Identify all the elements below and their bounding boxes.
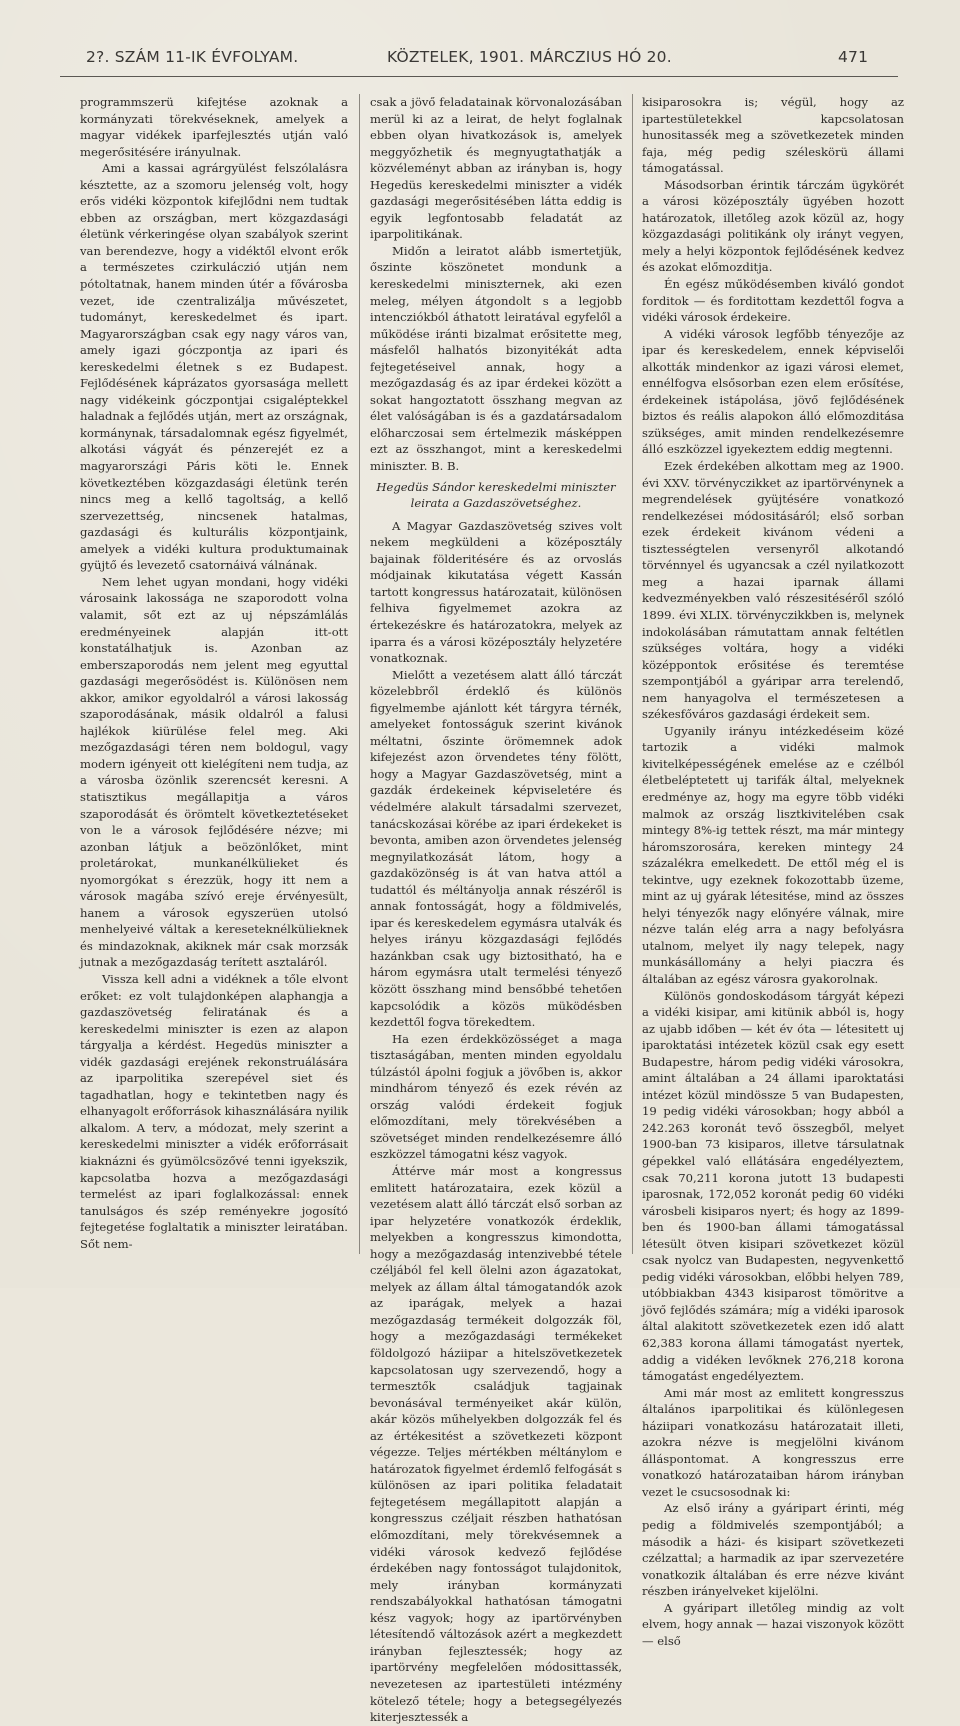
page-number: 471 <box>838 48 869 66</box>
col2-paragraph-1: csak a jövő feladatainak körvonalozásában merül ki az a leirat, de helyt foglalnak ebben olyan hivatkozások is, amelyek meggyőzhetik és megnyugtathatják a közvéleményt abban az irányban is, hogy Hegedüs kereskedelmi miniszter a vidék gazdasági megerősitésében látta eddig is egyik legfontosabb feladatát az iparpolitikának. <box>370 95 622 242</box>
col2-paragraph-2: Midőn a leiratot alább ismertetjük, őszinte köszönetet mondunk a kereskedelmi miniszternek, aki ezen meleg, mélyen átgondolt s a legjobb intencziókból áthatott leiratával egyfelől a működése iránti bizalmat erősitette meg, másfelől halhatós bizonyitékát adta fejtegetéseivel annak, hogy a mezőgazdaság és az ipar érdekei között a sokat hangoztatott összhang megvan az élet valóságában is és a gazdatársadalom előharczosai sem értelmezik másképpen ezt az összhangot, mint a kereskedelmi miniszter. B. B. <box>370 243 622 474</box>
page-header <box>86 48 876 72</box>
col3-paragraph-1: kisiparosokra is; végül, hogy az ipartestületekkel kapcsolatosan hunositassék meg a szövetkezetek minden faja, még pedig széleskörü állami támogatással. <box>642 95 904 176</box>
column-2 <box>370 94 622 1725</box>
col3-paragraph-5: Ezek érdekében alkottam meg az 1900. évi XXV. törvényczikket az ipartörvénynek a megrendelések gyüjtésére vonatkozó rendelkezései módositásáról; első sorban ezek érdekeit kivánom védeni a tisztességtelen versenyről alkotandó törvénnyel és ugyancsak a czél nyilatkozott meg a hazai iparnak állami kedvezményekben való részesitéséről szóló 1899. évi XLIX. törvényczikkben is, melynek indokolásában rámutattam annak feltétlen szükséges voltára, hogy a vidéki középpontok erősitése és teremtése szempontjából a gyáripar arra terelendő, nem hanyagolva el természetesen a székesfőváros gazdasági érdekeit sem. <box>642 459 904 722</box>
column-divider-1 <box>359 94 360 1254</box>
col3-paragraph-4: A vidéki városok legfőbb tényezője az ipar és kereskedelem, ennek képviselői alkották mindenkor az igazi városi elemet, ennélfogva elsősorban ezen elem erősítése, érdekeinek istápolása, jövő fejlődésének biztos és reális alapokon álló előmozditása szükséges, amit minden rendelkezésemre álló eszközzel igyekeztem eddig megtenni. <box>642 326 904 457</box>
col2-paragraph-5: Ha ezen érdekközösséget a maga tisztaságában, menten minden egyoldalu túlzástól ápolni fogjuk a jövőben is, akkor mindhárom tényező és ezek révén az ország valódi érdekeit fogjuk előmozdítani, mely törekvésében a szövetséget minden rendelkezésemre álló eszközzel támogatni kész vagyok. <box>370 1031 622 1162</box>
col1-paragraph-4: Vissza kell adni a vidéknek a tőle elvont erőket: ez volt tulajdonképen alaphangja a gazdaszövetség feliratának és a kereskedelmi miniszter is ezen az alapon tárgyalja a kérdést. Hegedüs miniszter a vidék gazdasági erejének rekonstruálására az iparpolitika szerepével siet és tagadhatlan, hogy e tekintetben nagy és elhanyagolt erőforrások kihasználására nyilik alkalom. A terv, a módozat, mely szerint a kereskedelmi miniszter a vidék erőforrásait kiaknázni és gyümölcsözővé tenni igyekszik, kapcsolatba hozva a mezőgazdasági termelést az ipari foglalkozással: ennek tanulságos és szép reményekre jogosító fejtegetése foglaltatik a miniszter leiratában. Sőt nem- <box>80 971 348 1251</box>
column-divider-2 <box>632 94 633 1254</box>
issue-number: 2?. SZÁM 11-IK ÉVFOLYAM. <box>86 48 299 66</box>
col3-paragraph-6: Ugyanily irányu intézkedéseim közé tartozik a vidéki malmok kivitelképességének emelése az e czélból életbeléptetett uj tarifák által, melyeknek eredménye az, hogy ma egyre több vidéki malmok az ország lisztkivitelében csak mintegy 8%-ig tettek részt, ma már mintegy háromszorosára, kereken mintegy 24 százalékra emelkedett. De ettől még el is tekintve, ugy ezeknek fokozottabb üzeme, mint az uj gyárak létesitése, mind az összes helyi tényezők nagy előnyére válnak, mire nézve talán elég arra a nagy befolyásra utalnom, melyet ily nagy telepek, nagy munkásállomány a helyi piaczra és általában az egész városra gyakorolnak. <box>642 723 904 986</box>
col2-paragraph-3: A Magyar Gazdaszövetség szives volt nekem megküldeni a középosztály bajainak földeritésére és az orvoslás módjainak kikutatása végett Kassán tartott kongressus határozatait, különösen felhiva figyelmemet azokra az értekezéskre és határozatokra, melyek az iparra és a városi középosztály helyzetére vonatkoznak. <box>370 518 622 666</box>
letter-title: Hegedüs Sándor kereskedelmi miniszter leirata a Gazdaszövetséghez. <box>376 479 616 511</box>
col3-paragraph-9: Az első irány a gyáripart érinti, még pedig a földmivelés szempontjából; a második a házi- és kisipart szövetkezeti czélzattal; a harmadik az ipar szervezetére vonatkozik általában és erre nézve kivánt részben irányelveket kijelölni. <box>642 1501 904 1599</box>
header-rule <box>60 76 898 77</box>
col1-paragraph-3: Nem lehet ugyan mondani, hogy vidéki városaink lakossága ne szaporodott volna valamit, sőt ezt az uj népszámlálás eredményeinek alapján itt-ott konstatálhatjuk is. Azonban az emberszaporodás nem jelent meg egyuttal gazdasági megerősödést is. Különösen nem akkor, amikor egyoldalról a városi lakosság szaporodásának, másik oldalról a falusi hajlékok kiürülése felel meg. Aki mezőgazdasági téren nem boldogul, vagy modern igényeit ott kielégíteni nem tudja, az a városba özönlik szerencsét keresni. A statisztikus megállapitja a város szaporodását és örömtelt következtetéseket von le a városok fejlődésére nézve; mi azonban látjuk a beözönlőket, mint proletárokat, munkanélkülieket és nyomorgókat s érezzük, hogy itt nem a városok magába szívó ereje érvényesült, hanem a városok egyszerüen utolsó menhelyeivé váltak a kereseteknélkülieknek és mindazoknak, akiknek már csak morzsák jutnak a mezőgazdaság terített asztaláról. <box>80 574 348 970</box>
col3-paragraph-3: Én egész működésemben kiváló gondot forditok — és forditottam kezdettől fogva a vidéki városok érdekeire. <box>642 277 904 325</box>
col3-paragraph-8: Ami már most az emlitett kongresszus általános iparpolitikai és különlegesen háziipari vonatkozásu határozatait illeti, azokra nézve is megjelölni kivánom álláspontomat. A kongresszus erre vonatkozó határozataiban három irányban vezet le csucsosodnak ki: <box>642 1385 904 1499</box>
col1-paragraph-1: programmszerü kifejtése azoknak a kormányzati törekvéseknek, amelyek a magyar vidékek iparfejlesztés utján való megerősitésére irányulnak. <box>80 95 348 159</box>
publication-date: KÖZTELEK, 1901. MÁRCZIUS HÓ 20. <box>387 48 672 66</box>
col2-paragraph-4: Mielőtt a vezetésem alatt álló tárczát közelebbről érdeklő és különös figyelmembe ajánlott két tárgyra térnék, amelyeket fontosságuk szerint kivánok méltatni, őszinte örömemnek adok kifejezést azon örvendetes tény fölött, hogy a Magyar Gazdaszövetség, mint a gazdák érdekeinek képviseletére és védelmére alakult társadalmi szervezet, tanácskozásai körébe az ipari érdekeket is bevonta, amiben azon örvendetes jelenség megnyilatkozását látom, hogy a gazdaközönség is át van hatva attól a tudattól és méltányolja annak részéről is annak fontosságát, hogy a földmivelés, ipar és kereskedelem egymásra utalvák és helyes irányu közgazdasági fejlődés hazánkban csak ugy biztositható, ha e három egymásra utalt termelési tényező között összhang mind bensőbbé tehetően kapcsolódik a közös müködésben kezdettől fogva törekedtem. <box>370 667 622 1030</box>
col3-paragraph-10: A gyáripart illetőleg mindig az volt elvem, hogy annak — hazai viszonyok között — első <box>642 1600 904 1648</box>
column-1 <box>80 94 348 1274</box>
column-3 <box>642 94 904 1648</box>
col3-paragraph-7: Különös gondoskodásom tárgyát képezi a vidéki kisipar, ami kitünik abból is, hogy az ujabb időben — két év óta — létesitett uj iparoktatási intézetek közül csak egy esett Budapestre, három pedig vidéki városokra, amint általában a 24 állami iparoktatási intézet közül mindössze 5 van Budapesten, 19 pedig vidéki városokban; hogy abból a 242.263 koronát tevő összegből, melyet 1900-ban 73 kisiparos, illetve társulatnak gépekkel való ellátására engedélyeztem, csak 70,211 korona jutott 13 budapesti iparosnak, 172,052 koronát pedig 60 vidéki városbeli kisiparos nyert; és hogy az 1899-ben és 1900-ban állami támogatással létesült ötven kisipari szövetkezet közül csak nyolcz van Budapesten, negyvenkettő pedig vidéki városokban, előbbi helyen 789, utóbbiakban 4343 kisiparost tömöritve a jövő fejlődés számára; míg a vidéki iparosok által alakitott szövetkezetek ezen idő alatt 62,383 korona állami támogatást nyertek, addig a vidéken levőknek 276,218 korona támogatást engedélyeztem. <box>642 988 904 1384</box>
col1-paragraph-2: Ami a kassai agrárgyülést felszólalásra késztette, az a szomoru jelenség volt, hogy erős vidéki központok kifejlődni nem tudtak ebben az országban, mert közgazdasági életünk vérkeringése olyan szabályok szerint van berendezve, hogy a vidéktől elvont erők a természetes czirkuláczió utján nem pótoltatnak, hanem minden útér a fővárosba vezet, ide czentralizálja művészetet, tudományt, kereskedelmet és ipart. Magyarországban csak egy nagy város van, amely igazi góczpontja az ipari és kereskedelmi életnek s ez Budapest. Fejlődésének káprázatos gyorsasága mellett nagy vidékeink góczpontjai csigaléptekkel haladnak a fejlődés utján, mert az országnak, kormánynak, társadalomnak egész figyelmét, alkotási vágyát és pénzerejét ez a magyarországi Páris köti le. Ennek következtében közgazdasági életünk terén nincs meg a kellő tagoltság, a kellő szervezettség, nincsenek hatalmas, gazdasági és kulturális központjaink, amelyek a vidéki kultura produktumainak gyüjtő és levezető csatornáivá válnának. <box>80 161 348 573</box>
col3-paragraph-2: Másodsorban érintik tárczám ügykörét a városi középosztály ügyében hozott határozatok, illetőleg azok közül az, hogy közgazdasági politikánk oly irányt vegyen, mely a helyi központok fejlődésének kedvez és azokat előmozditja. <box>642 177 904 275</box>
col2-paragraph-6: Áttérve már most a kongressus emlitett határozataira, ezek közül a vezetésem alatt álló tárczát első sorban az ipar helyzetére vonatkozók érdeklik, melyekben a kongresszus kimondotta, hogy a mezőgazdaság intenzivebbé tétele czéljából fel kell ölelni azon ágazatokat, melyek az állam által támogatandók azok az iparágak, melyek a hazai mezőgazdaság termékeit dolgozzák föl, hogy a mezőgazdasági termékeket földolgozó háziipar a hitelszövetkezetek kapcsolatosan ugy szervezendő, hogy a termesztők családjuk tagjainak bevonásával terményeiket akár külön, akár közös műhelyekben dolgozzák fel és az értékesitést a szövetkezeti központ végezze. Teljes mértékben méltánylom e határozatok figyelmet érdemlő felfogását s különösen az ipari politika feladatait fejtegetésem megállapitott alapján a kongresszus czéljait részben hathatósan előmozdítani, mely törekvésemnek a vidéki városok kedvező fejlődése érdekében nagy fontosságot tulajdonitok, mely irányban kormányzati rendszabályokkal hathatósan támogatni kész vagyok; hogy az ipartörvényben létesítendő változások azért a megkezdett irányban fejlesztessék; hogy az ipartörvény megfelelően módosittassék, nevezetesen az ipartestületi intézmény kötelező tétele; hogy a betegsegélyezés kiterjesztessék a <box>370 1164 622 1725</box>
